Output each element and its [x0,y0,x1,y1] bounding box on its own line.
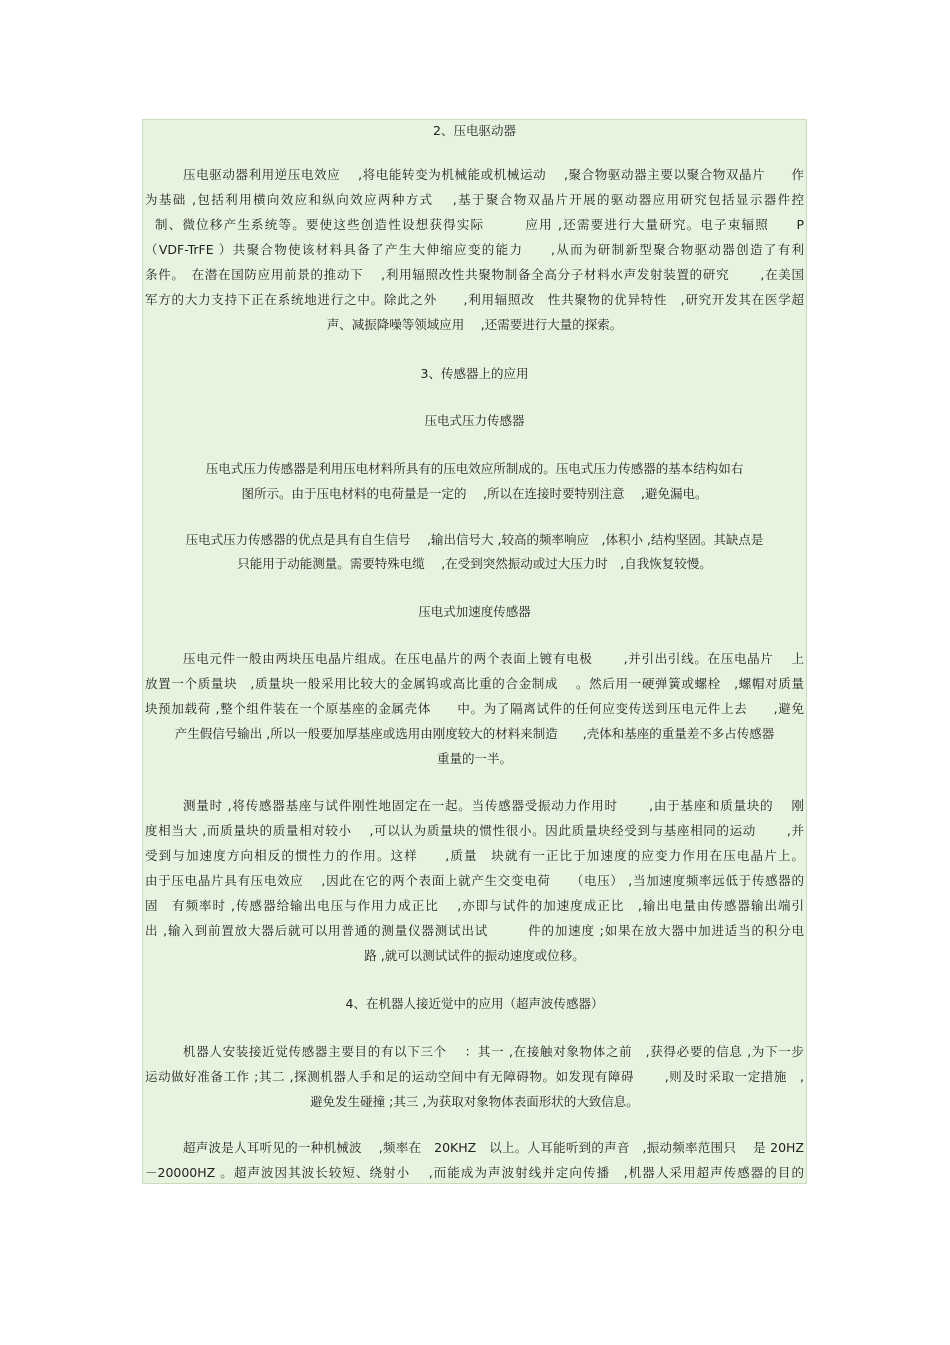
section-2-title: 2、压电驱动器 [433,123,516,138]
paragraph-line: 出 ,输入到前置放大器后就可以用普通的测量仪器测试出试 件的加速度 ;如果在放大器中加进适当的积分电 [145,923,804,938]
paragraph-line: 路 ,就可以测试试件的振动速度或位移。 [364,948,585,963]
paragraph-line: 压电式压力传感器是利用压电材料所具有的压电效应所制成的。压电式压力传感器的基本结构如右 [205,461,744,476]
paragraph-line: 为基础 ,包括利用横向效应和纵向效应两种方式 ,基于聚合物双晶片开展的驱动器应用研究包括显示器件控 [145,192,804,207]
paragraph-line: 制、微位移产生系统等。要使这些创造性设想获得实际 应用 ,还需要进行大量研究。电子束辐照 P [155,217,804,232]
section-4-title: 4、在机器人接近觉中的应用（超声波传感器） [345,996,604,1011]
paragraph-line: （VDF-TrFE ）共聚合物使该材料具备了产生大伸缩应变的能力 ,从而为研制新型聚合物驱动器创造了有利 [145,242,804,257]
paragraph-line: 超声波是人耳听见的一种机械波 ,频率在 20KHZ 以上。人耳能听到的声音 ,振动频率范围只 是 20HZ [183,1140,804,1155]
paragraph-line: 压电驱动器利用逆压电效应 ,将电能转变为机械能或机械运动 ,聚合物驱动器主要以聚合物双晶片 作 [183,167,804,182]
paragraph-line: 避免发生碰撞 ;其三 ,为获取对象物体表面形状的大致信息。 [310,1094,639,1109]
paragraph-line: 重量的一半。 [436,751,512,766]
paragraph-line: 放置一个质量块 ,质量块一般采用比较大的金属钨或高比重的合金制成 。然后用一硬弹簧或螺栓 ,螺帽对质量 [145,676,804,691]
paragraph-line: 条件。 在潜在国防应用前景的推动下 ,利用辐照改性共聚物制备全高分子材料水声发射装置的研究 ,在美国 [145,267,804,282]
paragraph-line: 产生假信号输出 ,所以一般要加厚基座或选用由刚度较大的材料来制造 ,壳体和基座的重量差不多占传感器 [174,726,775,741]
paragraph-line: 由于压电晶片具有压电效应 ,因此在它的两个表面上就产生交变电荷 （电压） ,当加速度频率远低于传感器的 [145,873,804,888]
subsection-title: 压电式压力传感器 [424,413,525,428]
paragraph-line: 压电元件一般由两块压电晶片组成。在压电晶片的两个表面上镀有电极 ,并引出引线。在压电晶片 上 [183,651,804,666]
paragraph-line: 机器人安装接近觉传感器主要目的有以下三个 ：其一 ,在接触对象物体之前 ,获得必要的信息 ,为下一步 [183,1044,804,1059]
paragraph-line: 测量时 ,将传感器基座与试件刚性地固定在一起。当传感器受振动力作用时 ,由于基座和质量块的 刚 [183,798,804,813]
paragraph-line: 压电式压力传感器的优点是具有自生信号 ,输出信号大 ,较高的频率响应 ,体积小 ,结构坚固。其缺点是 [185,532,764,547]
paragraph-line: 图所示。由于压电材料的电荷量是一定的 ,所以在连接时要特别注意 ,避免漏电。 [241,486,708,501]
paragraph-line: 度相当大 ,而质量块的质量相对较小 ,可以认为质量块的惯性很小。因此质量块经受到与基座相同的运动 ,并 [145,823,804,838]
paragraph-line: 声、减振降噪等领域应用 ,还需要进行大量的探索。 [326,317,623,332]
paragraph-line: 固 有频率时 ,传感器给输出电压与作用力成正比 ,亦即与试件的加速度成正比 ,输出电量由传感器输出端引 [145,898,804,913]
paragraph-line: －20000HZ 。超声波因其波长较短、绕射小 ,而能成为声波射线并定向传播 ,机器人采用超声传感器的目的 [145,1165,804,1180]
paragraph-line: 运动做好准备工作 ;其二 ,探测机器人手和足的运动空间中有无障碍物。如发现有障碍 ,则及时采取一定措施 , [145,1069,804,1084]
paragraph-line: 军方的大力支持下正在系统地进行之中。除此之外 ,利用辐照改 性共聚物的优异特性 ,研究开发其在医学超 [145,292,804,307]
paragraph-line: 受到与加速度方向相反的惯性力的作用。这样 ,质量 块就有一正比于加速度的应变力作用在压电晶片上。 [145,848,804,863]
subsection-title: 压电式加速度传感器 [418,604,531,619]
paragraph-line: 块预加载荷 ,整个组件装在一个原基座的金属壳体 中。为了隔离试件的任何应变传送到压电元件上去 ,避免 [145,701,804,716]
section-3-title: 3、传感器上的应用 [420,366,529,381]
document-panel [142,119,807,1184]
paragraph-line: 只能用于动能测量。需要特殊电缆 ,在受到突然振动或过大压力时 ,自我恢复较慢。 [237,556,712,571]
